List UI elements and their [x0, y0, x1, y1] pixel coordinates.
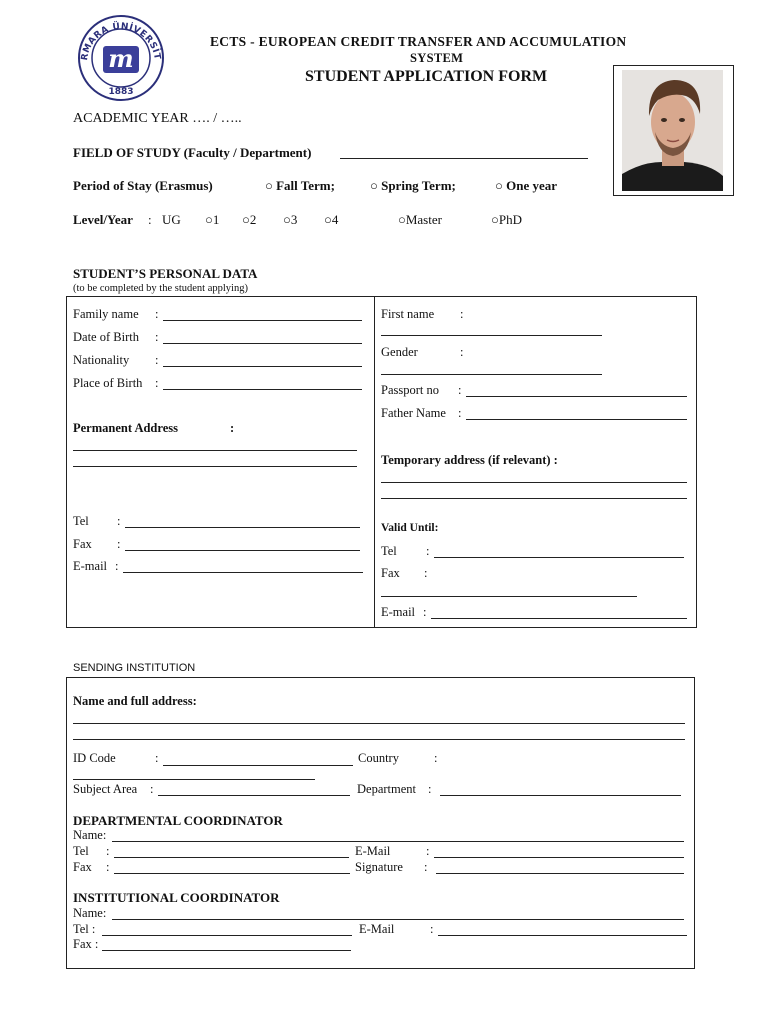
gender-label: Gender: [381, 345, 418, 359]
permanent-address-input-2[interactable]: [73, 466, 357, 467]
passport-input[interactable]: [466, 396, 687, 397]
country-input[interactable]: [73, 779, 315, 780]
sending-institution-heading: SENDING INSTITUTION: [73, 662, 196, 674]
left-fax-label: Fax: [73, 537, 92, 551]
inst-tel-label: Tel :: [73, 922, 96, 936]
dob-colon: :: [155, 330, 159, 344]
inst-tel-input[interactable]: [102, 935, 352, 936]
place-of-birth-input[interactable]: [163, 389, 362, 390]
student-photo: [622, 70, 739, 195]
right-tel-colon: :: [426, 544, 430, 558]
left-tel-colon: :: [117, 514, 121, 528]
right-tel-label: Tel: [381, 544, 397, 558]
inst-email-label: E-Mail: [359, 922, 395, 936]
dept-signature-input[interactable]: [436, 873, 684, 874]
temp-address-label: Temporary address (if relevant) :: [381, 453, 558, 467]
first-name-colon: :: [460, 307, 464, 321]
level-option-2[interactable]: ○2: [242, 212, 257, 227]
family-name-label: Family name: [73, 307, 139, 321]
form-title: STUDENT APPLICATION FORM: [305, 68, 548, 85]
right-tel-input[interactable]: [434, 557, 684, 558]
passport-colon: :: [458, 383, 462, 397]
gender-colon: :: [460, 345, 464, 359]
permanent-address-input-1[interactable]: [73, 450, 357, 451]
level-option-1[interactable]: ○1: [205, 212, 220, 227]
period-option-spring[interactable]: ○ Spring Term;: [370, 178, 456, 193]
inst-email-input[interactable]: [438, 935, 687, 936]
dept-signature-colon: :: [424, 860, 428, 874]
department-colon: :: [428, 782, 432, 796]
dob-label: Date of Birth: [73, 330, 139, 344]
left-email-input[interactable]: [123, 572, 363, 573]
field-of-study-label: FIELD OF STUDY (Faculty / Department): [73, 145, 312, 160]
gender-input[interactable]: [381, 374, 602, 375]
left-tel-input[interactable]: [125, 527, 360, 528]
passport-label: Passport no: [381, 383, 439, 397]
right-fax-colon: :: [424, 566, 428, 580]
level-option-3[interactable]: ○3: [283, 212, 298, 227]
personal-data-heading: STUDENT’S PERSONAL DATA: [73, 266, 258, 281]
name-address-label: Name and full address:: [73, 694, 197, 708]
inst-name-input[interactable]: [112, 919, 684, 920]
level-option-4[interactable]: ○4: [324, 212, 339, 227]
temp-address-input-2[interactable]: [381, 498, 687, 499]
institutional-coordinator-heading: INSTITUTIONAL COORDINATOR: [73, 890, 280, 905]
temp-address-input-1[interactable]: [381, 482, 687, 483]
department-input[interactable]: [440, 795, 681, 796]
dept-email-input[interactable]: [434, 857, 684, 858]
left-email-colon: :: [115, 559, 119, 573]
period-of-stay-label: Period of Stay (Erasmus): [73, 178, 213, 193]
dept-email-colon: :: [426, 844, 430, 858]
country-label: Country: [358, 751, 399, 765]
field-of-study-input[interactable]: [340, 158, 588, 159]
university-logo: [76, 15, 166, 101]
left-fax-input[interactable]: [125, 550, 360, 551]
subject-area-colon: :: [150, 782, 154, 796]
dept-name-input[interactable]: [112, 841, 684, 842]
id-code-label: ID Code: [73, 751, 116, 765]
inst-name-label: Name:: [73, 906, 107, 920]
personal-data-divider: [374, 296, 375, 628]
family-name-colon: :: [155, 307, 159, 321]
left-email-label: E-mail: [73, 559, 108, 573]
father-name-label: Father Name: [381, 406, 446, 420]
place-of-birth-label: Place of Birth: [73, 376, 143, 390]
dept-name-label: Name:: [73, 828, 107, 842]
father-name-input[interactable]: [466, 419, 687, 420]
subject-area-input[interactable]: [158, 795, 350, 796]
dept-signature-label: Signature: [355, 860, 403, 874]
id-code-colon: :: [155, 751, 159, 765]
country-colon: :: [434, 751, 438, 765]
dept-tel-label: Tel: [73, 844, 89, 858]
dept-email-label: E-Mail: [355, 844, 391, 858]
level-ug: UG: [162, 212, 181, 227]
period-option-fall[interactable]: ○ Fall Term;: [265, 178, 335, 193]
permanent-address-label: Permanent Address: [73, 421, 178, 435]
subject-area-label: Subject Area: [73, 782, 138, 796]
dept-fax-input[interactable]: [114, 873, 350, 874]
personal-data-note: (to be completed by the student applying): [73, 283, 248, 294]
pob-colon: :: [155, 376, 159, 390]
right-email-input[interactable]: [431, 618, 687, 619]
departmental-coordinator-heading: DEPARTMENTAL COORDINATOR: [73, 813, 283, 828]
dept-tel-colon: :: [106, 844, 110, 858]
name-address-input-1[interactable]: [73, 723, 685, 724]
dept-fax-colon: :: [106, 860, 110, 874]
dept-fax-label: Fax: [73, 860, 92, 874]
name-address-input-2[interactable]: [73, 739, 685, 740]
father-name-colon: :: [458, 406, 462, 420]
level-year-label: Level/Year: [73, 212, 133, 227]
photo-frame: [613, 65, 734, 196]
right-fax-label: Fax: [381, 566, 400, 580]
nationality-colon: :: [155, 353, 159, 367]
svg-text:m: m: [108, 44, 134, 73]
nationality-label: Nationality: [73, 353, 130, 367]
dept-tel-input[interactable]: [114, 857, 349, 858]
level-option-master[interactable]: ○Master: [398, 212, 442, 227]
header-title-line1: ECTS - EUROPEAN CREDIT TRANSFER AND ACCUMULATION: [210, 34, 627, 49]
nationality-input[interactable]: [163, 366, 362, 367]
department-label: Department: [357, 782, 417, 796]
period-option-one-year[interactable]: ○ One year: [495, 178, 558, 193]
svg-text:MARMARA ÜNİVERSİTESİ: RMARA ÜNİVERSİT: [79, 21, 162, 62]
right-email-label: E-mail: [381, 605, 416, 619]
inst-fax-label: Fax :: [73, 937, 99, 951]
valid-until-label: Valid Until:: [381, 522, 439, 534]
family-name-input[interactable]: [163, 320, 362, 321]
level-colon: :: [148, 212, 152, 227]
svg-text:1883: 1883: [108, 87, 134, 97]
header-title-line2: SYSTEM: [410, 51, 464, 65]
id-code-input[interactable]: [163, 765, 353, 766]
right-email-colon: :: [423, 605, 427, 619]
dob-input[interactable]: [163, 343, 362, 344]
right-fax-input[interactable]: [381, 596, 637, 597]
permanent-address-colon: :: [230, 421, 235, 435]
inst-fax-input[interactable]: [102, 950, 351, 951]
left-tel-label: Tel: [73, 514, 89, 528]
left-fax-colon: :: [117, 537, 121, 551]
academic-year: ACADEMIC YEAR …. / …..: [73, 111, 242, 126]
university-seal-icon: [76, 15, 166, 101]
first-name-input[interactable]: [381, 335, 602, 336]
first-name-label: First name: [381, 307, 435, 321]
inst-email-colon: :: [430, 922, 434, 936]
level-option-phd[interactable]: ○PhD: [491, 212, 522, 227]
